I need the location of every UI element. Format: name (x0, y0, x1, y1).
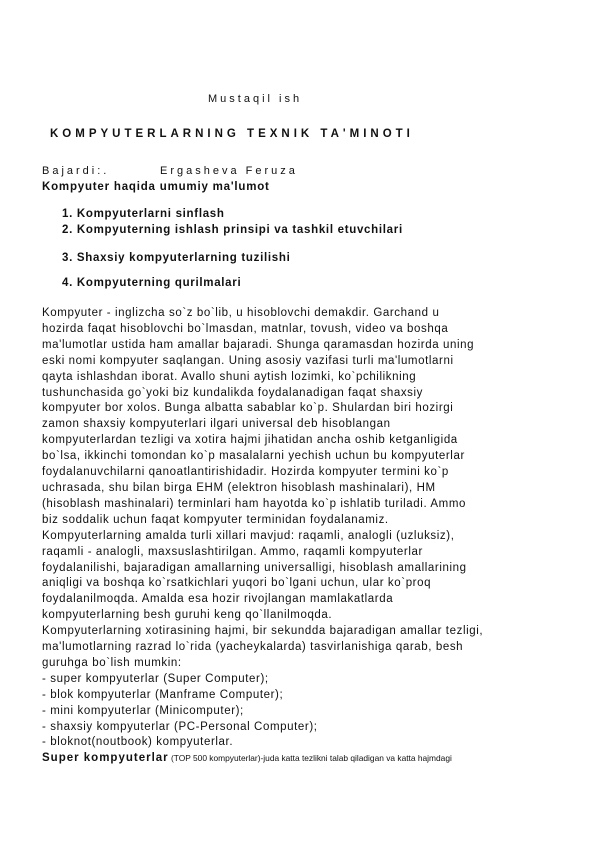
body-line: uchrasada, shu bilan birga EHM (elektron hisoblash mashinalari), HM (42, 481, 436, 494)
document-title: KOMPYUTERLARNING TEXNIK TA'MINOTI (50, 128, 414, 140)
list-item: - bloknot(noutbook) kompyuterlar. (42, 736, 234, 749)
body-line: bo`lsa, ikkinchi tomondan ko`p masalalarni yechish uchun bu kompyuterlar (42, 450, 465, 463)
body-line: Kompyuterlarning amalda turli xillari mavjud: raqamli, analogli (uzluksiz), (42, 529, 455, 542)
body-line: ma'lumotlarning razrad lo`rida (yacheykalarda) tasvirlanishiga qarab, besh (42, 641, 464, 654)
outline-item: 1. Kompyuterlarni sinflash (62, 208, 225, 220)
body-line: biz soddalik uchun faqat kompyuter terminidan foydalanamiz. (42, 513, 389, 526)
body-line: (hisoblash mashinalari) terminlari ham hayotda ko`p ishlatib turiladi. Ammo (42, 497, 467, 510)
body-line: Kompyuter - inglizcha so`z bo`lib, u hisoblovchi demakdir. Garchand u (42, 307, 440, 319)
outline-item: 2. Kompyuterning ishlash prinsipi va tashkil etuvchilari (62, 224, 403, 236)
body-line: guruhga bo`lish mumkin: (42, 656, 182, 669)
body-line: zamon shaxsiy kompyuterlari ilgari universal deb hisoblangan (42, 418, 391, 431)
outline-item: 3. Shaxsiy kompyuterlarning tuzilishi (62, 252, 291, 264)
body-line: ma'lumotlar ustida ham amallar bajaradi. Shunga qaramasdan hozirda uning (42, 338, 475, 351)
body-line: qayta ishlashdan iborat. Avallo shuni aytish lozimki, ko`pchilikning (42, 370, 417, 383)
body-line: raqamli - analogli, maxsuslashtirilgan. Ammo, raqamli kompyuterlar (42, 545, 423, 558)
body-line: eski nomi kompyuter saqlangan. Uning asosiy vazifasi turli ma'lumotlarni (42, 354, 454, 367)
body-line: kompyuterlardan tezligi va xotira hajmi jihatidan ancha oshib ketganligida (42, 434, 458, 447)
body-text (42, 306, 562, 767)
final-line-bold: Super kompyuterlar (42, 752, 169, 765)
intro-heading: Kompyuter haqida umumiy ma'lumot (42, 181, 270, 193)
list-item: - blok kompyuterlar (Manframe Computer); (42, 688, 284, 701)
body-line: Kompyuterlarning xotirasining hajmi, bir sekundda bajaradigan amallar tezligi, (42, 625, 484, 638)
author-label: Bajardi:. (42, 165, 110, 177)
body-line: foydalanilishi, bajaradigan amallarning universalligi, hisoblash amallarining (42, 561, 467, 574)
body-line: aniqligi va boshqa ko`rsatkichlari yuqori bo`lgani uchun, ular ko`proq (42, 577, 432, 590)
list-item: - super kompyuterlar (Super Computer); (42, 672, 269, 685)
body-line: foydalanuvchilarni qanoatlantirishidadir. Hozirda kompyuter termini ko`p (42, 466, 449, 479)
body-line: hozirda faqat hisoblovchi bo`lmasdan, matnlar, tovush, video va boshqa (42, 322, 449, 335)
body-line: kompyuterlarning besh guruhi keng qo`llanilmoqda. (42, 609, 333, 622)
body-line: kompyuter bor xolos. Bunga albatta sabablar ko`p. Shulardan biri hozirgi (42, 402, 454, 415)
outline-item: 4. Kompyuterning qurilmalari (62, 277, 242, 289)
author-name: Ergasheva Feruza (160, 165, 298, 177)
body-line: foydalanilmoqda. Amalda esa hozir rivojlangan mamlakatlarda (42, 593, 394, 606)
document-subtitle: Mustaqil ish (208, 93, 303, 105)
list-item: - mini kompyuterlar (Minicomputer); (42, 704, 244, 717)
body-line: tushunchasida go`yoki biz kundalikda foydalanadigan faqat shaxsiy (42, 386, 424, 399)
final-line-rest: (TOP 500 kompyuterlar)-juda katta tezlikni talab qiladigan va katta hajmdagi (168, 753, 452, 764)
final-line (42, 751, 562, 767)
list-item: - shaxsiy kompyuterlar (PC-Personal Computer); (42, 720, 318, 733)
